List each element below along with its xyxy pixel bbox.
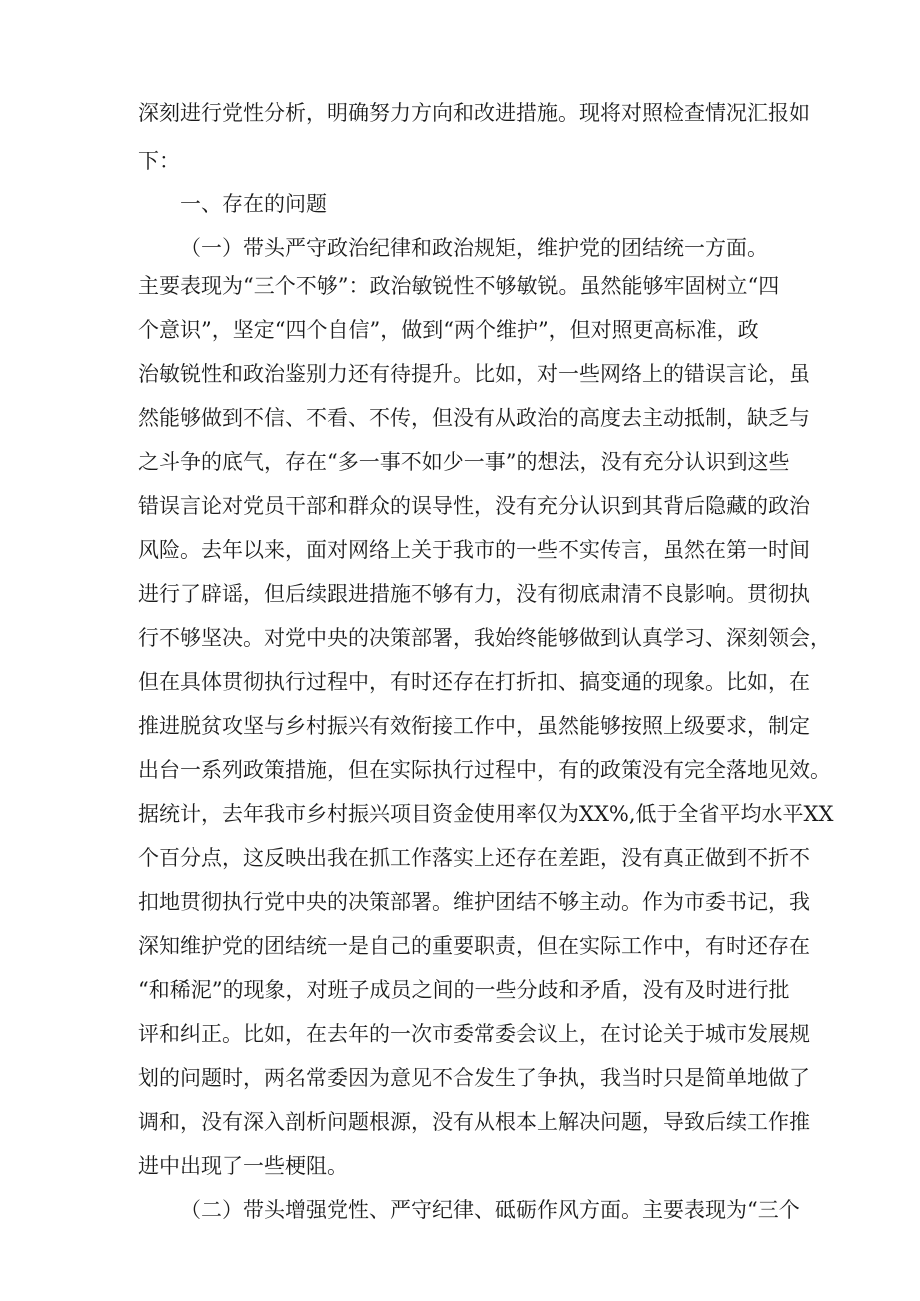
- text-line: 进行了辟谣，但后续跟进措施不够有力，没有彻底肃清不良影响。贯彻执: [138, 582, 810, 606]
- text-line: 治敏锐性和政治鉴别力还有待提升。比如，对一些网络上的错误言论，虽: [138, 362, 810, 386]
- text-line: 但在具体贯彻执行过程中，有时还存在打折扣、搞变通的现象。比如，在: [138, 670, 810, 694]
- text-line: 之斗争的底气，存在“多一事不如少一事”的想法，没有充分认识到这些: [138, 450, 790, 474]
- text-line: 出台一系列政策措施，但在实际执行过程中，有的政策没有完全落地见效。: [138, 758, 831, 782]
- text-line: 主要表现为“三个不够”：政治敏锐性不够敏锐。虽然能够牢固树立“四: [138, 274, 780, 298]
- text-line: 深刻进行党性分析，明确努力方向和改进措施。现将对照检查情况汇报如: [138, 101, 810, 125]
- text-line: 调和，没有深入剖析问题根源，没有从根本上解决问题，导致后续工作推: [138, 1110, 810, 1134]
- text-line: 评和纠正。比如，在去年的一次市委常委会议上，在讨论关于城市发展规: [138, 1022, 810, 1046]
- text-line: 下：: [138, 149, 180, 173]
- text-line: 深知维护党的团结统一是自己的重要职责，但在实际工作中，有时还存在: [138, 934, 810, 958]
- text-line: 推进脱贫攻坚与乡村振兴有效衔接工作中，虽然能够按照上级要求，制定: [138, 714, 810, 738]
- text-line: 据统计，去年我市乡村振兴项目资金使用率仅为XX%,低于全省平均水平XX: [138, 802, 834, 826]
- text-line: 扣地贯彻执行党中央的决策部署。维护团结不够主动。作为市委书记，我: [138, 890, 810, 914]
- text-line: 然能够做到不信、不看、不传，但没有从政治的高度去主动抵制，缺乏与: [138, 406, 810, 430]
- text-line: “和稀泥”的现象，对班子成员之间的一些分歧和矛盾，没有及时进行批: [138, 978, 790, 1002]
- text-line: 错误言论对党员干部和群众的误导性，没有充分认识到其背后隐藏的政治: [138, 494, 810, 518]
- text-line: 个百分点，这反映出我在抓工作落实上还存在差距，没有真正做到不折不: [138, 846, 810, 870]
- text-line: 进中出现了一些梗阻。: [138, 1154, 348, 1178]
- section-heading: 一、存在的问题: [180, 192, 327, 216]
- text-line: 风险。去年以来，面对网络上关于我市的一些不实传言，虽然在第一时间: [138, 538, 810, 562]
- text-line: 个意识”，坚定“四个自信”，做到“两个维护”，但对照更高标准，政: [138, 318, 759, 342]
- text-line: 行不够坚决。对党中央的决策部署，我始终能够做到认真学习、深刻领会，: [138, 626, 831, 650]
- subsection-heading: （二）带头增强党性、严守纪律、砥砺作风方面。主要表现为“三个: [180, 1198, 800, 1222]
- subsection-heading: （一）带头严守政治纪律和政治规矩，维护党的团结统一方面。: [180, 236, 768, 260]
- text-line: 划的问题时，两名常委因为意见不合发生了争执，我当时只是简单地做了: [138, 1066, 810, 1090]
